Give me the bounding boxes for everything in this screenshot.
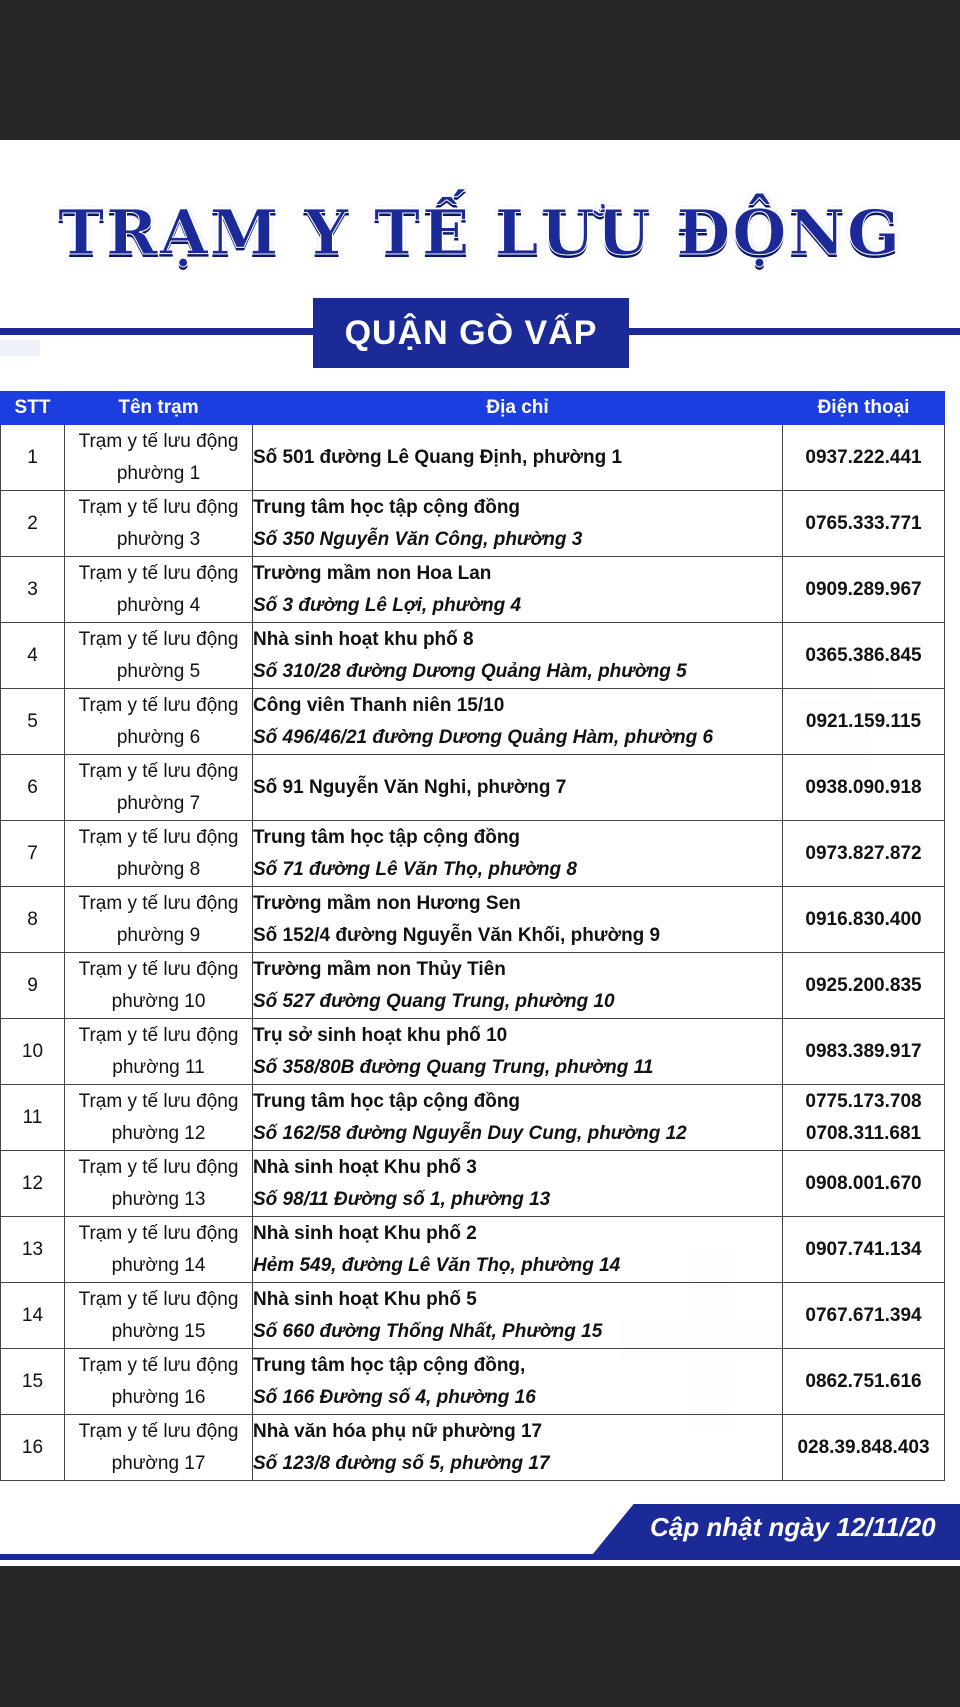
row-stt: 9 [1,953,65,1019]
address-line-1: Nhà văn hóa phụ nữ phường 17 [253,1420,543,1442]
district-label: QUẬN GÒ VẤP [313,298,629,368]
table-row [1,755,945,821]
station-name: Trạm y tế lưu động [78,1420,239,1442]
phone-number: 0973.827.872 [805,842,922,864]
row-stt: 16 [1,1415,65,1481]
address-line-2: Số 152/4 đường Nguyễn Văn Khối, phường 9 [253,924,661,946]
phone-number: 0937.222.441 [805,446,922,468]
row-phone [783,425,945,491]
address-line-2: Số 162/58 đường Nguyễn Duy Cung, phường 12 [253,1122,687,1144]
row-name [65,1151,253,1217]
station-ward: phường 13 [111,1188,206,1210]
row-phone [783,1151,945,1217]
station-name: Trạm y tế lưu động [78,1024,239,1046]
address-line-2: Số 98/11 Đường số 1, phường 13 [253,1188,551,1210]
top-dark-band [0,0,960,140]
row-name [65,1349,253,1415]
row-phone [783,689,945,755]
station-ward: phường 9 [116,924,201,946]
column-header-phone: Điện thoại [783,392,945,425]
row-name [65,1283,253,1349]
row-stt: 11 [1,1085,65,1151]
table-row [1,1349,945,1415]
station-ward: phường 1 [116,462,201,484]
phone-number: 0983.389.917 [805,1040,922,1062]
updated-date: Cập nhật ngày 12/11/20 [650,1512,936,1542]
station-name: Trạm y tế lưu động [78,628,239,650]
row-phone [783,1217,945,1283]
row-stt: 4 [1,623,65,689]
station-ward: phường 3 [116,528,201,550]
station-ward: phường 14 [111,1254,206,1276]
table-row [1,1019,945,1085]
row-stt: 5 [1,689,65,755]
row-address [253,491,783,557]
row-address [253,1019,783,1085]
address-line-2: Số 496/46/21 đường Dương Quảng Hàm, phường 6 [253,726,714,748]
row-name [65,425,253,491]
station-ward: phường 10 [111,990,206,1012]
table-row [1,1283,945,1349]
address-line-1: Nhà sinh hoạt Khu phố 2 [253,1222,477,1244]
address-line-1: Trường mầm non Hoa Lan [253,562,492,584]
row-phone [783,1283,945,1349]
row-phone [783,623,945,689]
row-phone [783,1085,945,1151]
bottom-dark-band [0,1566,960,1707]
row-name [65,1085,253,1151]
poster [0,140,960,1566]
station-ward: phường 15 [111,1320,206,1342]
address-line-1: Số 501 đường Lê Quang Định, phường 1 [253,446,623,468]
row-stt: 13 [1,1217,65,1283]
row-address [253,755,783,821]
station-name: Trạm y tế lưu động [78,562,239,584]
address-line-1: Trung tâm học tập cộng đồng [253,826,521,848]
station-ward: phường 17 [111,1452,206,1474]
row-stt: 15 [1,1349,65,1415]
station-ward: phường 4 [116,594,201,616]
phone-number: 0767.671.394 [805,1304,922,1326]
row-phone [783,1019,945,1085]
row-name [65,557,253,623]
row-name [65,1217,253,1283]
station-ward: phường 11 [112,1056,205,1078]
row-address [253,689,783,755]
station-name: Trạm y tế lưu động [78,1222,239,1244]
row-address [253,953,783,1019]
station-ward: phường 8 [116,858,201,880]
station-name: Trạm y tế lưu động [78,760,239,782]
column-header-address: Địa chỉ [253,392,783,425]
row-name [65,1415,253,1481]
address-line-2: Số 310/28 đường Dương Quảng Hàm, phường 5 [253,660,687,682]
station-name: Trạm y tế lưu động [78,1354,239,1376]
table-row [1,689,945,755]
row-name [65,887,253,953]
address-line-2: Số 166 Đường số 4, phường 16 [253,1386,536,1408]
address-line-1: Nhà sinh hoạt khu phố 8 [253,628,474,650]
table-header [1,392,945,425]
row-address [253,425,783,491]
row-stt: 3 [1,557,65,623]
row-address [253,1415,783,1481]
row-name [65,755,253,821]
station-name: Trạm y tế lưu động [78,694,239,716]
address-line-1: Nhà sinh hoạt Khu phố 3 [253,1156,477,1178]
station-ward: phường 5 [116,660,201,682]
row-phone [783,887,945,953]
station-ward: phường 6 [116,726,201,748]
table-row [1,425,945,491]
address-line-1: Công viên Thanh niên 15/10 [253,694,505,716]
address-line-2: Số 527 đường Quang Trung, phường 10 [253,990,615,1012]
row-phone [783,557,945,623]
row-stt: 10 [1,1019,65,1085]
address-line-1: Trụ sở sinh hoạt khu phố 10 [253,1024,508,1046]
station-name: Trạm y tế lưu động [78,958,239,980]
phone-number-2: 0708.311.681 [805,1122,922,1144]
address-line-2: Số 123/8 đường số 5, phường 17 [253,1452,550,1474]
row-stt: 12 [1,1151,65,1217]
phone-number: 0862.751.616 [805,1370,922,1392]
phone-number: 0365.386.845 [805,644,922,666]
row-address [253,623,783,689]
row-stt: 8 [1,887,65,953]
address-line-2: Số 3 đường Lê Lợi, phường 4 [253,594,522,616]
row-address [253,1085,783,1151]
row-stt: 2 [1,491,65,557]
address-line-1: Nhà sinh hoạt Khu phố 5 [253,1288,477,1310]
row-address [253,557,783,623]
row-phone [783,953,945,1019]
row-address [253,1283,783,1349]
phone-number: 0775.173.708 [805,1090,922,1112]
row-stt: 6 [1,755,65,821]
phone-number: 0907.741.134 [805,1238,922,1260]
row-name [65,689,253,755]
address-line-2: Số 358/80B đường Quang Trung, phường 11 [253,1056,654,1078]
table-row [1,1085,945,1151]
column-header-stt: STT [1,392,65,425]
row-name [65,623,253,689]
station-name: Trạm y tế lưu động [78,1156,239,1178]
address-line-2: Số 350 Nguyễn Văn Công, phường 3 [253,528,583,550]
address-line-1: Trường mầm non Thủy Tiên [253,958,506,980]
address-line-2: Số 660 đường Thống Nhất, Phường 15 [253,1320,603,1342]
station-name: Trạm y tế lưu động [78,430,239,452]
phone-number: 0908.001.670 [805,1172,922,1194]
station-ward: phường 16 [111,1386,206,1408]
station-ward: phường 7 [116,792,201,814]
station-name: Trạm y tế lưu động [78,892,239,914]
row-stt: 1 [1,425,65,491]
row-phone [783,755,945,821]
phone-number: 0938.090.918 [805,776,922,798]
row-stt: 7 [1,821,65,887]
table-row [1,623,945,689]
row-name [65,1019,253,1085]
station-ward: phường 12 [111,1122,206,1144]
table-row [1,1151,945,1217]
table-row [1,821,945,887]
table-row [1,491,945,557]
table-row [1,1217,945,1283]
row-name [65,821,253,887]
row-address [253,821,783,887]
address-line-1: Số 91 Nguyễn Văn Nghi, phường 7 [253,776,567,798]
row-phone [783,821,945,887]
station-table [0,391,945,1481]
row-phone [783,1415,945,1481]
address-line-2: Hẻm 549, đường Lê Văn Thọ, phường 14 [253,1254,621,1276]
address-line-1: Trung tâm học tập cộng đồng, [253,1354,526,1376]
row-stt: 14 [1,1283,65,1349]
phone-number: 0909.289.967 [805,578,922,600]
address-line-1: Trung tâm học tập cộng đồng [253,1090,521,1112]
row-name [65,491,253,557]
station-name: Trạm y tế lưu động [78,826,239,848]
row-address [253,1151,783,1217]
phone-number: 0921.159.115 [805,710,922,732]
row-address [253,887,783,953]
row-address [253,1349,783,1415]
address-line-2: Số 71 đường Lê Văn Thọ, phường 8 [253,858,577,880]
table-row [1,887,945,953]
row-phone [783,1349,945,1415]
phone-number: 028.39.848.403 [797,1436,930,1458]
phone-number: 0916.830.400 [805,908,922,930]
table-row [1,1415,945,1481]
row-name [65,953,253,1019]
table-row [1,953,945,1019]
station-name: Trạm y tế lưu động [78,1090,239,1112]
phone-number: 0925.200.835 [805,974,922,996]
address-line-1: Trường mầm non Hương Sen [253,892,521,914]
phone-number: 0765.333.771 [805,512,922,534]
table-row [1,557,945,623]
row-address [253,1217,783,1283]
row-phone [783,491,945,557]
column-header-name: Tên trạm [65,392,253,425]
page-title: TRẠM Y TẾ LƯU ĐỘNG [58,196,902,269]
station-name: Trạm y tế lưu động [78,1288,239,1310]
cross-decoration [0,340,40,356]
address-line-1: Trung tâm học tập cộng đồng [253,496,521,518]
station-name: Trạm y tế lưu động [78,496,239,518]
